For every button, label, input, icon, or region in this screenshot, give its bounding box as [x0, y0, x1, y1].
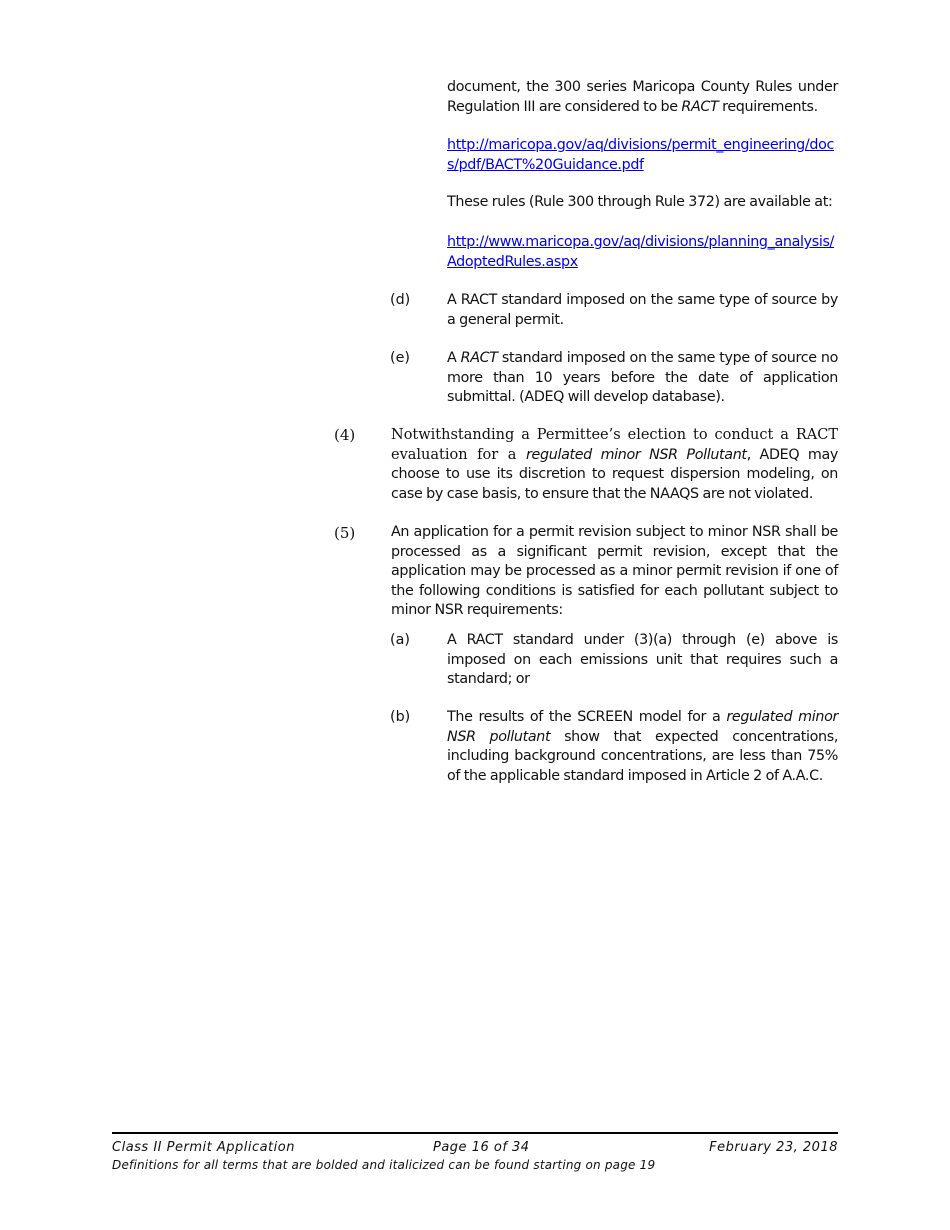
item-5b-label: (b) — [390, 709, 411, 725]
section-5-label: (5) — [334, 524, 356, 542]
defined-term: regulated minor NSR Pollutant — [526, 446, 747, 463]
continuation-paragraph: document, the 300 series Maricopa County Rules under Regulation III are considered to be RACT requirements. — [447, 79, 838, 115]
footer-page-number: Page 16 of 34 — [433, 1140, 530, 1155]
item-e-text: A RACT standard imposed on the same type of source no more than 10 years before the date of application submittal. (ADEQ will develop database). — [447, 350, 838, 406]
footer-definitions-note: Definitions for all terms that are bolded and italicized can be found starting on page 19 — [112, 1158, 656, 1172]
bact-guidance-link[interactable]: http://maricopa.gov/aq/divisions/permit_engineering/docs/pdf/BACT%20Guidance.pdf — [447, 137, 834, 173]
footer-date: February 23, 2018 — [709, 1140, 838, 1155]
defined-term: regulated minor NSR pollutant — [447, 709, 838, 745]
section-5-text: An application for a permit revision subject to minor NSR shall be processed as a significant permit revision, except that the application may be processed as a minor permit revision if one of the following conditions is satisfied for each pollutant subject to minor NSR requirements: — [391, 524, 838, 619]
item-5a-label: (a) — [390, 632, 410, 648]
item-5b-text: The results of the SCREEN model for a regulated minor NSR pollutant show that expected concentrations, including background concentrations, are less than 75% of the applicable standard imposed in Article 2 of A.A.C. — [447, 709, 839, 784]
adopted-rules-link[interactable]: http://www.maricopa.gov/aq/divisions/planning_analysis/AdoptedRules.aspx — [447, 234, 835, 270]
bact-guidance-link-block — [447, 136, 838, 175]
footer-divider — [112, 1132, 838, 1134]
ract-term: RACT — [681, 98, 719, 115]
section-4-label: (4) — [334, 426, 356, 444]
item-d-label: (d) — [390, 292, 411, 308]
item-d-text: A RACT standard imposed on the same type of source by a general permit. — [447, 292, 838, 328]
item-5a-text: A RACT standard under (3)(a) through (e) above is imposed on each emissions unit that requires such a standard; or — [447, 632, 838, 688]
adopted-rules-link-block — [447, 233, 838, 272]
section-4-text: Notwithstanding a Permittee’s election to conduct a RACT evaluation for a regulated minor NSR Pollutant, ADEQ may choose to use its discretion to request dispersion modeling, on case by case basis, to ensure that the NAAQS are not violated. — [391, 427, 839, 502]
footer-document-title: Class II Permit Application — [112, 1140, 295, 1155]
item-e-label: (e) — [390, 350, 410, 366]
ract-term: RACT — [460, 350, 498, 366]
rules-availability-text: These rules (Rule 300 through Rule 372) are available at: — [447, 194, 833, 210]
